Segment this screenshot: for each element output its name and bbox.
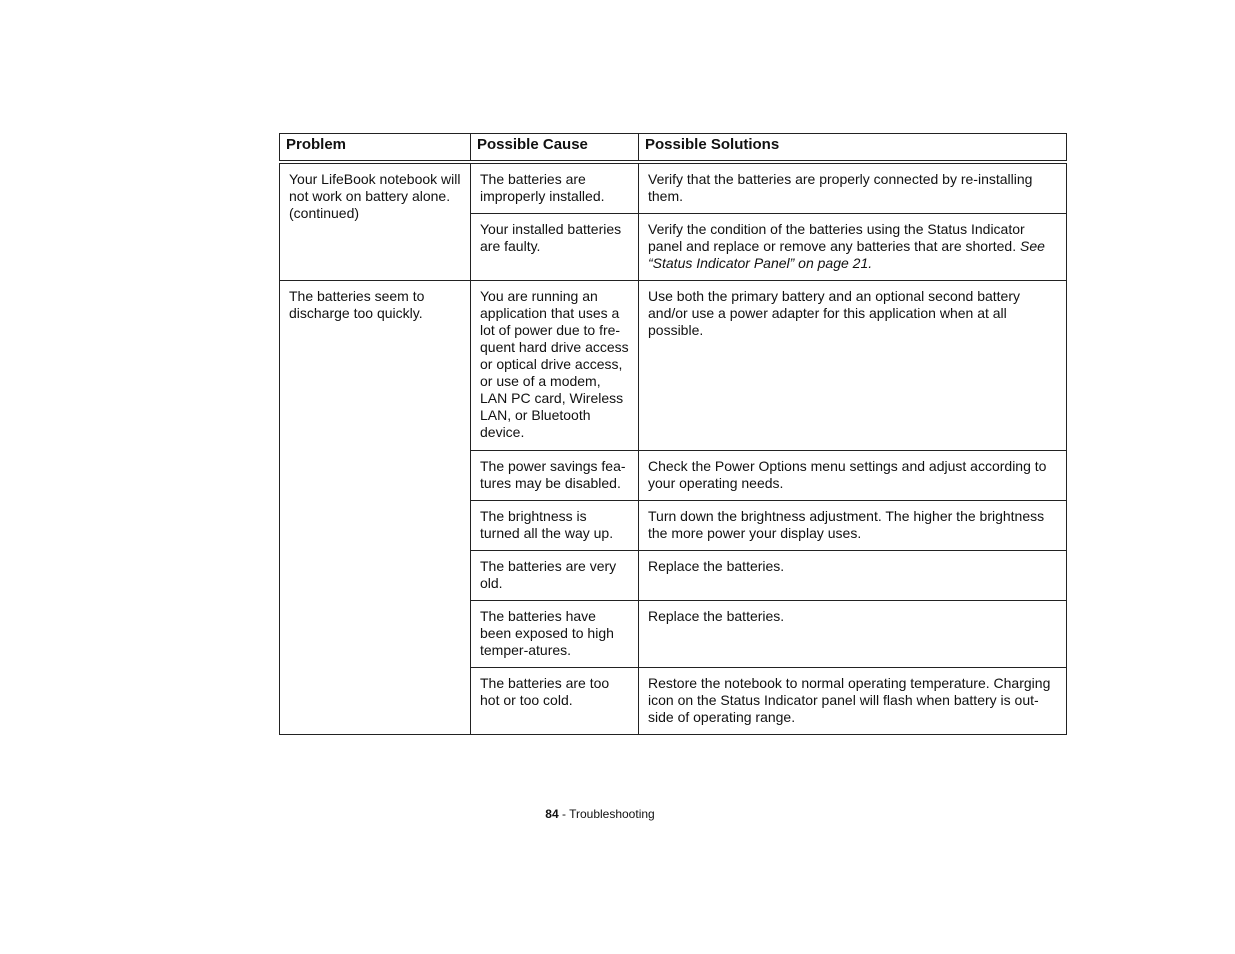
problem-cell xyxy=(280,162,471,281)
solution-text: Replace the batteries. xyxy=(648,558,785,574)
header-possible-cause: Possible Cause xyxy=(471,134,639,163)
page-footer xyxy=(0,807,1200,821)
header-possible-solutions: Possible Solutions xyxy=(639,134,1067,163)
solution-cell xyxy=(639,451,1067,501)
solution-cell xyxy=(639,214,1067,281)
cause-text: The batteries are too hot or too cold. xyxy=(480,675,610,708)
table-header xyxy=(280,134,1067,163)
solution-text: Restore the notebook to normal operating temperature. Charging icon on the Status Indicator panel will flash when battery is out-side of operating range. xyxy=(648,675,1051,725)
cause-cell xyxy=(471,551,639,601)
cause-text: The batteries are improperly installed. xyxy=(480,171,605,204)
cause-text: You are running an application that uses a lot of power due to fre-quent hard drive access or optical drive access, or use of a modem, LAN PC card, Wireless LAN, or Bluetooth device. xyxy=(480,288,629,440)
solution-cell xyxy=(639,162,1067,214)
solution-cell xyxy=(639,601,1067,668)
cause-cell xyxy=(471,281,639,451)
problem-cell xyxy=(280,281,471,735)
page-number: 84 xyxy=(545,807,559,821)
header-row xyxy=(280,134,1067,163)
problem-text: Your LifeBook notebook will not work on battery alone. (continued) xyxy=(289,171,461,221)
cause-cell xyxy=(471,601,639,668)
solution-text: Verify the condition of the batteries using the Status Indicator panel and replace or remove any batteries that are shorted. xyxy=(648,221,1025,254)
section-name: Troubleshooting xyxy=(569,807,655,821)
solution-text: Replace the batteries. xyxy=(648,608,785,624)
solution-text: Turn down the brightness adjustment. The higher the brightness the more power your display uses. xyxy=(648,508,1045,541)
table-body xyxy=(280,162,1067,735)
header-problem: Problem xyxy=(280,134,471,163)
solution-text: Use both the primary battery and an optional second battery and/or use a power adapter for this application when at all possible. xyxy=(648,288,1020,338)
solution-cell xyxy=(639,501,1067,551)
solution-text: Verify that the batteries are properly connected by re-installing them. xyxy=(648,171,1033,204)
solution-cell xyxy=(639,281,1067,451)
solution-text: Check the Power Options menu settings and adjust according to your operating needs. xyxy=(648,458,1047,491)
solution-cell xyxy=(639,668,1067,735)
cause-cell xyxy=(471,162,639,214)
troubleshooting-table xyxy=(279,133,1067,735)
page-reference-link[interactable]: See “Status Indicator Panel” on page 21. xyxy=(648,238,1045,271)
table-row xyxy=(280,281,1067,451)
cause-cell xyxy=(471,501,639,551)
problem-text: The batteries seem to discharge too quickly. xyxy=(289,288,425,321)
footer-separator: - xyxy=(558,807,570,821)
cause-text: The batteries are very old. xyxy=(480,558,617,591)
solution-cell xyxy=(639,551,1067,601)
cause-cell xyxy=(471,451,639,501)
cause-text: The power savings fea-tures may be disabled. xyxy=(480,458,626,491)
cause-text: The batteries have been exposed to high temper-atures. xyxy=(480,608,614,658)
cause-cell xyxy=(471,668,639,735)
table-row xyxy=(280,162,1067,214)
cause-cell xyxy=(471,214,639,281)
cause-text: The brightness is turned all the way up. xyxy=(480,508,614,541)
cause-text: Your installed batteries are faulty. xyxy=(480,221,622,254)
